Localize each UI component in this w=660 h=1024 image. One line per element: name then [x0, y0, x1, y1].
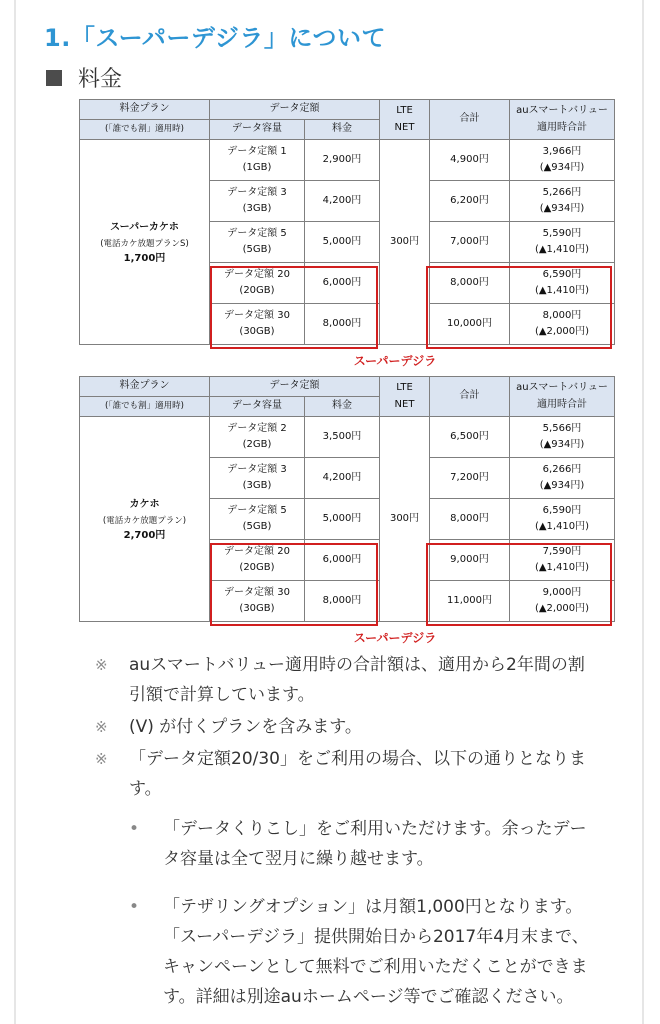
plan-fee: 2,700円	[123, 530, 166, 541]
super-dejira-caption: スーパーデジラ	[353, 631, 437, 645]
bullet-dot-icon: •	[129, 819, 140, 839]
notes-section	[95, 650, 600, 1012]
total-cell: 8,000円	[430, 263, 510, 304]
data-fee-cell: 5,000円	[305, 222, 380, 263]
header-au-smart-value: auスマートバリュー 適用時合計	[510, 377, 615, 417]
header-total: 合計	[430, 377, 510, 417]
section-title: 1.「スーパーデジラ」について	[44, 24, 386, 52]
header-total: 合計	[430, 100, 510, 140]
subheading	[46, 62, 122, 93]
data-fee-cell: 4,200円	[305, 458, 380, 499]
header-lte-net: LTE NET	[380, 377, 430, 417]
header-data-capacity: データ容量	[210, 397, 305, 417]
data-plan-cell: データ定額 2 (2GB)	[210, 417, 305, 458]
header-data-plan: データ定額	[210, 377, 380, 397]
bullet-dot-icon: •	[129, 897, 140, 917]
header-data-plan: データ定額	[210, 100, 380, 120]
plan-subtitle: (電話カケ放題プランS)	[100, 238, 189, 249]
data-plan-cell: データ定額 3 (3GB)	[210, 458, 305, 499]
data-plan-cell: データ定額 20 (20GB)	[210, 540, 305, 581]
total-cell: 7,200円	[430, 458, 510, 499]
note-text: auスマートバリュー適用時の合計額は、適用から2年間の割引額で計算しています。	[129, 655, 585, 705]
bullet-item	[129, 814, 600, 874]
au-total-cell: 3,966円 (▲934円)	[510, 140, 615, 181]
price-table	[79, 376, 615, 622]
price-table	[79, 99, 615, 345]
note-text: 「データ定額20/30」をご利用の場合、以下の通りとなります。	[129, 749, 586, 799]
table-row	[80, 140, 615, 181]
plan-name: カケホ	[129, 499, 160, 511]
header-plan: 料金プラン	[80, 377, 210, 397]
header-data-fee: 料金	[305, 397, 380, 417]
bullet-text: 「テザリングオプション」は月額1,000円となります。「スーパーデジラ」提供開始日から2017年4月末まで、キャンペーンとして無料でご利用いただくことができます。詳細は別途auホームページ等でご確認ください。	[163, 897, 589, 1007]
total-cell: 4,900円	[430, 140, 510, 181]
header-plan: 料金プラン	[80, 100, 210, 120]
bullet-item	[129, 892, 600, 1012]
reference-mark: ※	[95, 656, 108, 674]
page-left-border	[14, 0, 16, 1024]
bullet-text: 「データくりこし」をご利用いただけます。余ったデータ容量は全て翌月に繰り越せます。	[163, 819, 587, 869]
table-row	[80, 417, 615, 458]
plan-fee: 1,700円	[123, 253, 166, 264]
plan-name: スーパーカケホ	[110, 222, 179, 234]
data-fee-cell: 6,000円	[305, 540, 380, 581]
note-item	[95, 712, 600, 742]
au-total-cell: 8,000円 (▲2,000円)	[510, 304, 615, 345]
total-cell: 11,000円	[430, 581, 510, 622]
au-total-cell: 9,000円 (▲2,000円)	[510, 581, 615, 622]
note-item	[95, 744, 600, 804]
data-fee-cell: 8,000円	[305, 581, 380, 622]
note-text: (V) が付くプランを含みます。	[129, 717, 362, 737]
lte-net-fee-cell: 300円	[380, 140, 430, 345]
subheading-label: 料金	[78, 67, 123, 92]
total-cell: 6,500円	[430, 417, 510, 458]
plan-subtitle: (電話カケ放題プラン)	[102, 515, 187, 526]
total-cell: 10,000円	[430, 304, 510, 345]
header-plan-note: (「誰でも割」適用時)	[80, 397, 210, 417]
au-total-cell: 6,590円 (▲1,410円)	[510, 263, 615, 304]
bullet-list	[95, 814, 600, 1012]
data-fee-cell: 3,500円	[305, 417, 380, 458]
reference-mark: ※	[95, 718, 108, 736]
data-plan-cell: データ定額 1 (1GB)	[210, 140, 305, 181]
au-total-cell: 6,590円 (▲1,410円)	[510, 499, 615, 540]
note-item	[95, 650, 600, 710]
header-data-capacity: データ容量	[210, 120, 305, 140]
au-total-cell: 7,590円 (▲1,410円)	[510, 540, 615, 581]
price-table-kakeho	[79, 376, 614, 622]
data-fee-cell: 6,000円	[305, 263, 380, 304]
square-bullet-icon	[46, 70, 62, 86]
lte-net-fee-cell: 300円	[380, 417, 430, 622]
data-fee-cell: 5,000円	[305, 499, 380, 540]
data-fee-cell: 2,900円	[305, 140, 380, 181]
data-plan-cell: データ定額 5 (5GB)	[210, 499, 305, 540]
data-plan-cell: データ定額 3 (3GB)	[210, 181, 305, 222]
au-total-cell: 5,590円 (▲1,410円)	[510, 222, 615, 263]
data-fee-cell: 8,000円	[305, 304, 380, 345]
data-plan-cell: データ定額 30 (30GB)	[210, 581, 305, 622]
header-lte-net: LTE NET	[380, 100, 430, 140]
data-fee-cell: 4,200円	[305, 181, 380, 222]
data-plan-cell: データ定額 20 (20GB)	[210, 263, 305, 304]
total-cell: 9,000円	[430, 540, 510, 581]
page-right-border	[642, 0, 644, 1024]
price-table-super-kakeho	[79, 99, 614, 345]
total-cell: 6,200円	[430, 181, 510, 222]
header-plan-note: (「誰でも割」適用時)	[80, 120, 210, 140]
super-dejira-caption: スーパーデジラ	[353, 354, 437, 368]
au-total-cell: 5,266円 (▲934円)	[510, 181, 615, 222]
au-total-cell: 5,566円 (▲934円)	[510, 417, 615, 458]
reference-mark: ※	[95, 750, 108, 768]
data-plan-cell: データ定額 30 (30GB)	[210, 304, 305, 345]
data-plan-cell: データ定額 5 (5GB)	[210, 222, 305, 263]
au-total-cell: 6,266円 (▲934円)	[510, 458, 615, 499]
header-data-fee: 料金	[305, 120, 380, 140]
total-cell: 8,000円	[430, 499, 510, 540]
header-au-smart-value: auスマートバリュー 適用時合計	[510, 100, 615, 140]
plan-cell	[80, 140, 210, 345]
plan-cell	[80, 417, 210, 622]
total-cell: 7,000円	[430, 222, 510, 263]
